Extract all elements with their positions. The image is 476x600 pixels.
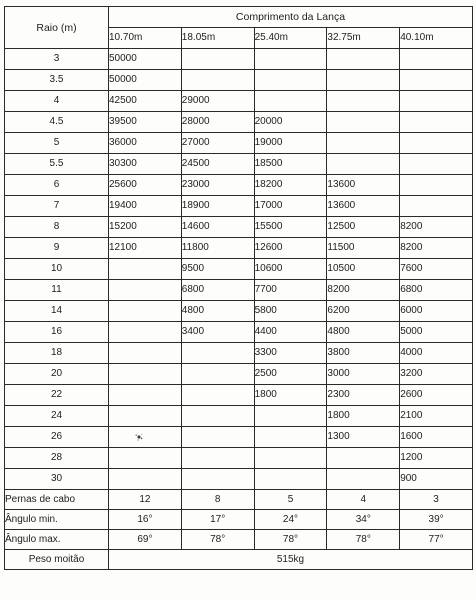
table-row [5,406,473,427]
peso-moitao-label: Peso moitão [5,550,109,570]
table-row [5,217,473,238]
load-value-cell [254,91,327,112]
pernas-value: 5 [254,490,327,510]
load-value-cell: 8200 [400,217,473,238]
radius-cell: 20 [5,364,109,385]
radius-cell: 5 [5,133,109,154]
load-value-cell: 1300 [327,427,400,448]
radius-header: Raio (m) [5,7,109,49]
load-value-cell: 1800 [254,385,327,406]
load-value-cell: 14600 [181,217,254,238]
load-value-cell [181,49,254,70]
angulo-min-value: 39° [400,510,473,530]
load-value-cell [109,259,182,280]
load-value-cell [109,406,182,427]
load-value-cell: 2100 [400,406,473,427]
load-value-cell: 3200 [400,364,473,385]
radius-cell: 10 [5,259,109,280]
peso-moitao-row [5,550,473,570]
load-value-cell [254,406,327,427]
load-value-cell [109,448,182,469]
load-value-cell [254,49,327,70]
radius-cell: 8 [5,217,109,238]
angulo-min-label: Ângulo min. [5,510,109,530]
load-value-cell: 7600 [400,259,473,280]
table-row [5,364,473,385]
radius-cell: 3.5 [5,70,109,91]
load-value-cell [254,427,327,448]
load-value-cell [109,322,182,343]
load-value-cell: 29000 [181,91,254,112]
pernas-value: 12 [109,490,182,510]
load-value-cell: 1600 [400,427,473,448]
table-row [5,133,473,154]
radius-cell: 28 [5,448,109,469]
pernas-value: 4 [327,490,400,510]
load-value-cell: 19400 [109,196,182,217]
load-value-cell [181,343,254,364]
table-row [5,427,473,448]
load-value-cell [327,469,400,490]
load-value-cell [181,385,254,406]
length-header: 10.70m [109,28,182,49]
load-value-cell: 5000 [400,322,473,343]
table-row [5,469,473,490]
load-value-cell [181,427,254,448]
load-value-cell [181,406,254,427]
load-value-cell [109,364,182,385]
pernas-label: Pernas de cabo [5,490,109,510]
load-value-cell: 50000 [109,70,182,91]
load-value-cell [400,175,473,196]
load-value-cell: 15500 [254,217,327,238]
load-value-cell [327,448,400,469]
load-value-cell [400,70,473,91]
table-row [5,154,473,175]
load-value-cell [400,112,473,133]
load-value-cell [400,154,473,175]
table-row [5,196,473,217]
table-row [5,280,473,301]
load-value-cell: 18900 [181,196,254,217]
radius-cell: 4.5 [5,112,109,133]
load-value-cell: 4400 [254,322,327,343]
load-value-cell [181,469,254,490]
load-value-cell: 1800 [327,406,400,427]
load-value-cell: 4800 [327,322,400,343]
table-row [5,49,473,70]
load-value-cell: 30300 [109,154,182,175]
load-value-cell [400,91,473,112]
load-value-cell: 42500 [109,91,182,112]
load-value-cell: 8200 [327,280,400,301]
angulo-max-value: 77° [400,530,473,550]
load-value-cell: 27000 [181,133,254,154]
length-header: 32.75m [327,28,400,49]
load-value-cell [327,133,400,154]
angulo-max-label: Ângulo max. [5,530,109,550]
load-value-cell: 12500 [327,217,400,238]
angulo-min-row [5,510,473,530]
load-value-cell [181,448,254,469]
load-value-cell [254,70,327,91]
load-value-cell [327,112,400,133]
load-value-cell: 11500 [327,238,400,259]
table-row [5,259,473,280]
radius-cell: 30 [5,469,109,490]
load-value-cell: 5800 [254,301,327,322]
load-value-cell: 25600 [109,175,182,196]
load-value-cell [254,448,327,469]
load-rows [5,49,473,490]
load-value-cell: 3400 [181,322,254,343]
load-value-cell: 8200 [400,238,473,259]
load-value-cell: 19000 [254,133,327,154]
radius-cell: 14 [5,301,109,322]
angulo-max-value: 69° [109,530,182,550]
load-value-cell: 11800 [181,238,254,259]
load-value-cell: 13600 [327,175,400,196]
load-value-cell [400,196,473,217]
load-chart-table [4,6,473,570]
table-row [5,343,473,364]
load-value-cell: 1200 [400,448,473,469]
load-value-cell [327,49,400,70]
load-value-cell: 3300 [254,343,327,364]
load-value-cell: 2500 [254,364,327,385]
load-value-cell: 10500 [327,259,400,280]
load-value-cell: 39500 [109,112,182,133]
angulo-min-value: 17° [181,510,254,530]
load-value-cell [254,469,327,490]
peso-moitao-value: 515kg [109,550,473,570]
load-value-cell [109,385,182,406]
load-value-cell: 17000 [254,196,327,217]
load-value-cell: 24500 [181,154,254,175]
table-row [5,448,473,469]
load-value-cell [400,133,473,154]
scan-speck-mark [134,432,144,442]
load-value-cell [181,70,254,91]
load-value-cell: 50000 [109,49,182,70]
radius-cell: 4 [5,91,109,112]
radius-cell: 7 [5,196,109,217]
load-value-cell: 2300 [327,385,400,406]
boom-length-title: Comprimento da Lança [109,7,473,28]
load-value-cell [109,343,182,364]
radius-cell: 11 [5,280,109,301]
load-value-cell: 4800 [181,301,254,322]
radius-cell: 3 [5,49,109,70]
angulo-min-value: 16° [109,510,182,530]
length-header: 18.05m [181,28,254,49]
pernas-value: 8 [181,490,254,510]
load-value-cell [327,154,400,175]
table-row [5,301,473,322]
load-value-cell: 6000 [400,301,473,322]
load-value-cell: 900 [400,469,473,490]
radius-cell: 26 [5,427,109,448]
load-value-cell: 18200 [254,175,327,196]
angulo-max-value: 78° [181,530,254,550]
table-row [5,70,473,91]
pernas-row [5,490,473,510]
angulo-min-value: 24° [254,510,327,530]
load-value-cell: 18500 [254,154,327,175]
load-value-cell: 6200 [327,301,400,322]
radius-cell: 9 [5,238,109,259]
load-value-cell: 10600 [254,259,327,280]
load-value-cell: 2600 [400,385,473,406]
angulo-min-value: 34° [327,510,400,530]
load-value-cell: 9500 [181,259,254,280]
load-value-cell [109,427,182,448]
radius-cell: 16 [5,322,109,343]
load-value-cell: 20000 [254,112,327,133]
radius-cell: 6 [5,175,109,196]
table-row [5,238,473,259]
pernas-value: 3 [400,490,473,510]
angulo-max-value: 78° [327,530,400,550]
load-value-cell [327,91,400,112]
angulo-max-value: 78° [254,530,327,550]
load-value-cell [181,364,254,385]
load-value-cell: 7700 [254,280,327,301]
load-value-cell: 6800 [181,280,254,301]
radius-cell: 22 [5,385,109,406]
load-value-cell: 15200 [109,217,182,238]
load-value-cell [400,49,473,70]
angulo-max-row [5,530,473,550]
load-value-cell: 3000 [327,364,400,385]
load-value-cell: 12100 [109,238,182,259]
load-value-cell [109,280,182,301]
length-header: 25.40m [254,28,327,49]
load-value-cell [109,469,182,490]
table-row [5,91,473,112]
radius-cell: 5.5 [5,154,109,175]
load-value-cell: 3800 [327,343,400,364]
load-value-cell [327,70,400,91]
load-value-cell: 6800 [400,280,473,301]
table-row [5,322,473,343]
radius-cell: 18 [5,343,109,364]
load-value-cell: 23000 [181,175,254,196]
load-value-cell [109,301,182,322]
table-row [5,175,473,196]
load-value-cell: 12600 [254,238,327,259]
load-value-cell: 28000 [181,112,254,133]
radius-cell: 24 [5,406,109,427]
table-row [5,385,473,406]
load-value-cell: 13600 [327,196,400,217]
load-value-cell: 36000 [109,133,182,154]
length-header: 40.10m [400,28,473,49]
table-row [5,112,473,133]
load-value-cell: 4000 [400,343,473,364]
